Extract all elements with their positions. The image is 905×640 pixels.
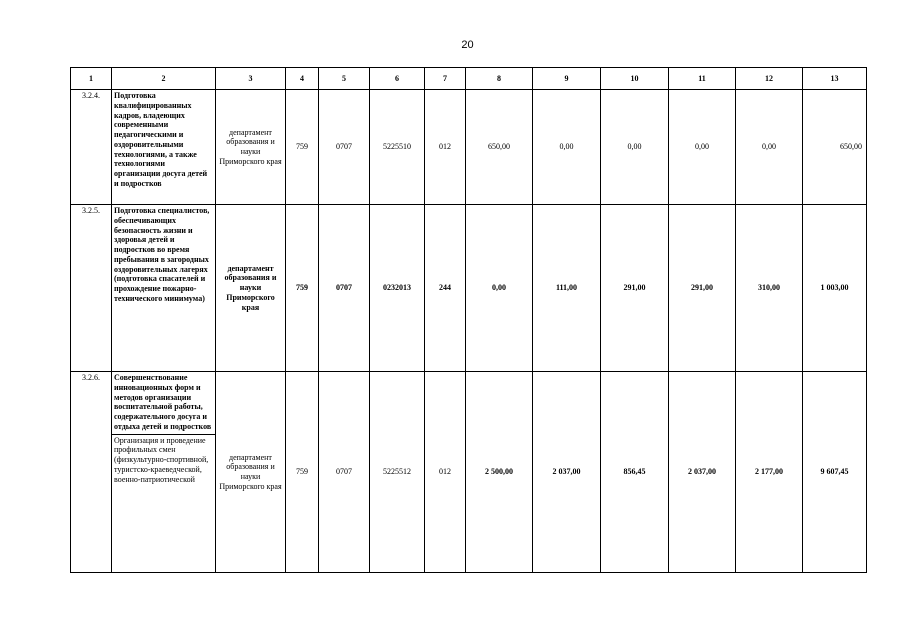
header-row <box>71 68 867 90</box>
row-c13: 650,00 <box>803 90 867 205</box>
row-number: 3.2.4. <box>71 90 112 205</box>
col-header-9: 9 <box>533 68 601 90</box>
row-department: департамент образования и науки Приморского края <box>216 372 286 573</box>
row-c9: 2 037,00 <box>533 372 601 573</box>
row-department: департамент образования и науки Приморского края <box>216 90 286 205</box>
row-c11: 2 037,00 <box>669 372 736 573</box>
col-header-13: 13 <box>803 68 867 90</box>
col-header-7: 7 <box>425 68 466 90</box>
row-number: 3.2.5. <box>71 205 112 372</box>
row-name-text: Совершенствование инновационных форм и методов организации воспитательной работы, содержательного досуга и отдыха детей и подростков <box>114 373 212 431</box>
col-header-10: 10 <box>601 68 669 90</box>
col-header-4: 4 <box>286 68 319 90</box>
row-c11: 0,00 <box>669 90 736 205</box>
col-header-11: 11 <box>669 68 736 90</box>
row-c7: 012 <box>425 372 466 573</box>
budget-table <box>70 67 867 573</box>
row-c5: 0707 <box>319 372 370 573</box>
row-c6: 5225510 <box>370 90 425 205</box>
table-row <box>71 205 867 372</box>
table-row <box>71 90 867 205</box>
row-c13: 1 003,00 <box>803 205 867 372</box>
row-c5: 0707 <box>319 90 370 205</box>
row-name-text: Подготовка квалифицированных кадров, владеющих современными педагогическими и оздоровительными технологиями, а также технологиями организации досуга детей и подростков <box>114 91 208 188</box>
table-row <box>71 372 867 573</box>
row-c4: 759 <box>286 205 319 372</box>
row-c6: 0232013 <box>370 205 425 372</box>
row-c12: 0,00 <box>736 90 803 205</box>
row-c13: 9 607,45 <box>803 372 867 573</box>
row-name <box>112 90 216 205</box>
row-c9: 111,00 <box>533 205 601 372</box>
row-c10: 0,00 <box>601 90 669 205</box>
row-c10: 291,00 <box>601 205 669 372</box>
row-department: департамент образования и науки Приморского края <box>216 205 286 372</box>
row-name <box>112 372 216 573</box>
page-number: 20 <box>461 39 474 51</box>
row-subname-text: Организация и проведение профильных смен (физкультурно-спортивной, туристско-краеведческой, военно-патриотической <box>112 434 215 485</box>
row-c10: 856,45 <box>601 372 669 573</box>
row-c8: 650,00 <box>466 90 533 205</box>
row-c11: 291,00 <box>669 205 736 372</box>
row-c12: 310,00 <box>736 205 803 372</box>
row-c7: 244 <box>425 205 466 372</box>
row-c12: 2 177,00 <box>736 372 803 573</box>
row-c5: 0707 <box>319 205 370 372</box>
row-name <box>112 205 216 372</box>
col-header-5: 5 <box>319 68 370 90</box>
row-c4: 759 <box>286 372 319 573</box>
row-c8: 0,00 <box>466 205 533 372</box>
col-header-3: 3 <box>216 68 286 90</box>
row-c8: 2 500,00 <box>466 372 533 573</box>
row-c7: 012 <box>425 90 466 205</box>
row-c6: 5225512 <box>370 372 425 573</box>
col-header-6: 6 <box>370 68 425 90</box>
row-c9: 0,00 <box>533 90 601 205</box>
row-name-text: Подготовка специалистов, обеспечивающих безопасность жизни и здоровья детей и подростков во время пребывания в загородных оздоровительных лагерях (подготовка спасателей и прохождение пожарно-технического минимума) <box>114 206 210 303</box>
row-number: 3.2.6. <box>71 372 112 573</box>
col-header-2: 2 <box>112 68 216 90</box>
col-header-1: 1 <box>71 68 112 90</box>
col-header-12: 12 <box>736 68 803 90</box>
row-c4: 759 <box>286 90 319 205</box>
col-header-8: 8 <box>466 68 533 90</box>
